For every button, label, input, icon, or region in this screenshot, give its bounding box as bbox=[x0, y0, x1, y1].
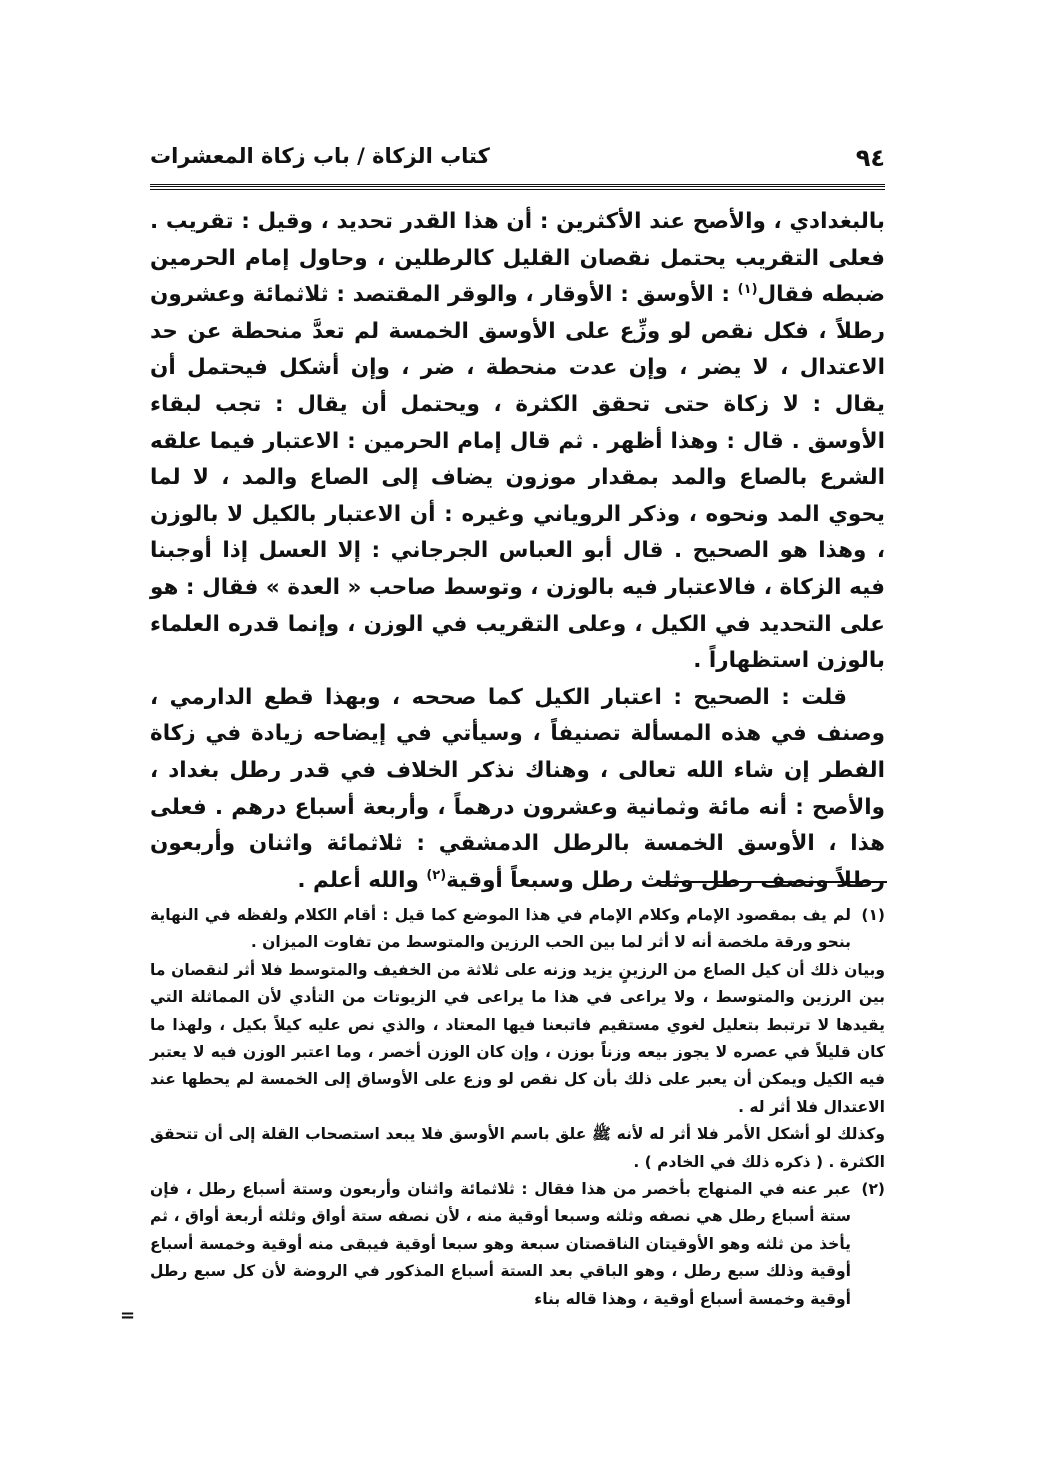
continuation-mark: = bbox=[120, 1305, 136, 1326]
running-header bbox=[150, 138, 885, 182]
footnote-body bbox=[150, 1176, 851, 1313]
footnote-number: (١) bbox=[861, 906, 885, 924]
page-number: ٩٤ bbox=[855, 144, 885, 172]
footnote-body bbox=[150, 902, 885, 1176]
footnote-number: (٢) bbox=[861, 1180, 885, 1199]
paragraph-text: والله أعلم . bbox=[297, 867, 427, 893]
footnote-text: لم يف بمقصود الإمام وكلام الإمام في هذا الموضع كما قيل : أقام الكلام ولفظه في النهاية بنحو ورقة ملخصة أنه لا أثر لما بين الحب الرزين والمتوسط من تفاوت الميزان . bbox=[150, 906, 851, 952]
footnote-ref[interactable]: (٢) bbox=[426, 867, 447, 883]
paragraph-text: قلت : الصحيح : اعتبار الكيل كما صححه ، وبهذا قطع الدارمي ، وصنف في هذه المسألة تصنيفاً ، وسيأتي في إيضاحه زيادة في زكاة الفطر إن شاء الله تعالى ، وهناك نذكر الخلاف في قدر رطل بغداد ، والأصح : أنه مائة وثمانية وعشرون درهماً ، وأربعة أسباع درهم . فعلى هذا ، الأوسق الخمسة بالرطل الدمشقي : ثلاثمائة واثنان وأربعون رطلاً ونصف رطل وثلث رطل وسبعاً أوقية bbox=[150, 684, 885, 893]
paragraph bbox=[150, 204, 885, 680]
paragraph-text: بالبغدادي ، والأصح عند الأكثرين : أن هذا القدر تحديد ، وقيل : تقريب . فعلى التقريب يحتمل نقصان القليل كالرطلين ، وحاول إمام الحرمين ضبطه فقال bbox=[150, 209, 885, 308]
paragraph bbox=[150, 680, 885, 900]
header-rule bbox=[150, 184, 885, 190]
footnote-ref[interactable]: (١) bbox=[737, 282, 758, 298]
footnote bbox=[150, 1176, 885, 1313]
footnote-separator bbox=[657, 881, 887, 883]
running-title: كتاب الزكاة / باب زكاة المعشرات bbox=[150, 144, 490, 168]
footnote-text: وكذلك لو أشكل الأمر فلا أثر له لأنه ﷺ علق باسم الأوسق فلا يبعد استصحاب القلة إلى أن تتحقق الكثرة . ( ذكره ذلك في الخادم ) . bbox=[150, 1125, 885, 1171]
footnote-text: وبيان ذلك أن كيل الصاع من الرزينٍ يزيد وزنه على ثلاثة من الخفيف والمتوسط فلا أثر لنقصان ما بين الرزين والمتوسط ، ولا يراعى في هذا ما يراعى في الزيوتات من التأدي لأن المماثلة التي يقيدها لا ترتبط بتعليل لغوي مستقيم فاتبعنا فيها المعتاد ، والذي نص عليه كيلاً بكيل ، ولهذا ما كان قليلاً في عصره لا يجوز بيعه وزناً بوزن ، وإن كان الوزن أخصر ، وما اعتبر الوزن فيه لا يعتبر فيه الكيل ويمكن أن يعبر على ذلك بأن كل نقص لو وزع على الأوساق إلى الخمسة لم يحطها عند الاعتدال فلا أثر له . bbox=[150, 960, 885, 1116]
main-text bbox=[150, 204, 885, 899]
footnote-text: عبر عنه في المنهاج بأخصر من هذا فقال : ثلاثمائة واثنان وأربعون وستة أسباع رطل ، فإن ستة أسباع رطل هي نصفه وثلثه وسبعا أوقية منه ، لأن نصفه ستة أواق وثلثه أربعة أواق ، ثم يأخذ من ثلثه وهو الأوقيتان الناقصتان سبعة وهو سبعا أوقية فيبقى منه أوقية وخمسة أسباع أوقية وذلك سبع رطل ، وهو الباقي بعد الستة أسباع المذكور في الروضة لأن كل سبع رطل أوقية وخمسة أسباع أوقية ، وهذا قاله بناء bbox=[150, 1180, 851, 1308]
footnotes bbox=[150, 902, 885, 1313]
footnote bbox=[150, 902, 885, 1176]
paragraph-text: : الأوسق : الأوقار ، والوقر المقتصد : ثلاثمائة وعشرون رطلاً ، فكل نقص لو وزِّع على الأوسق الخمسة لم تعدَّ منحطة عن حد الاعتدال ، لا يضر ، وإن عدت منحطة ، ضر ، وإن أشكل فيحتمل أن يقال : لا زكاة حتى تحقق الكثرة ، ويحتمل أن يقال : تجب لبقاء الأوسق . قال : وهذا أظهر . ثم قال إمام الحرمين : الاعتبار فيما علقه الشرع بالصاع والمد بمقدار موزون يضاف إلى الصاع والمد ، لا لما يحوي المد ونحوه ، وذكر الروياني وغيره : أن الاعتبار بالكيل لا بالوزن ، وهذا هو الصحيح . قال أبو العباس الجرجاني : إلا العسل إذا أوجبنا فيه الزكاة ، فالاعتبار فيه بالوزن ، وتوسط صاحب « العدة » فقال : هو على التحديد في الكيل ، وعلى التقريب في الوزن ، وإنما قدره العلماء بالوزن استظهاراً . bbox=[150, 282, 885, 674]
